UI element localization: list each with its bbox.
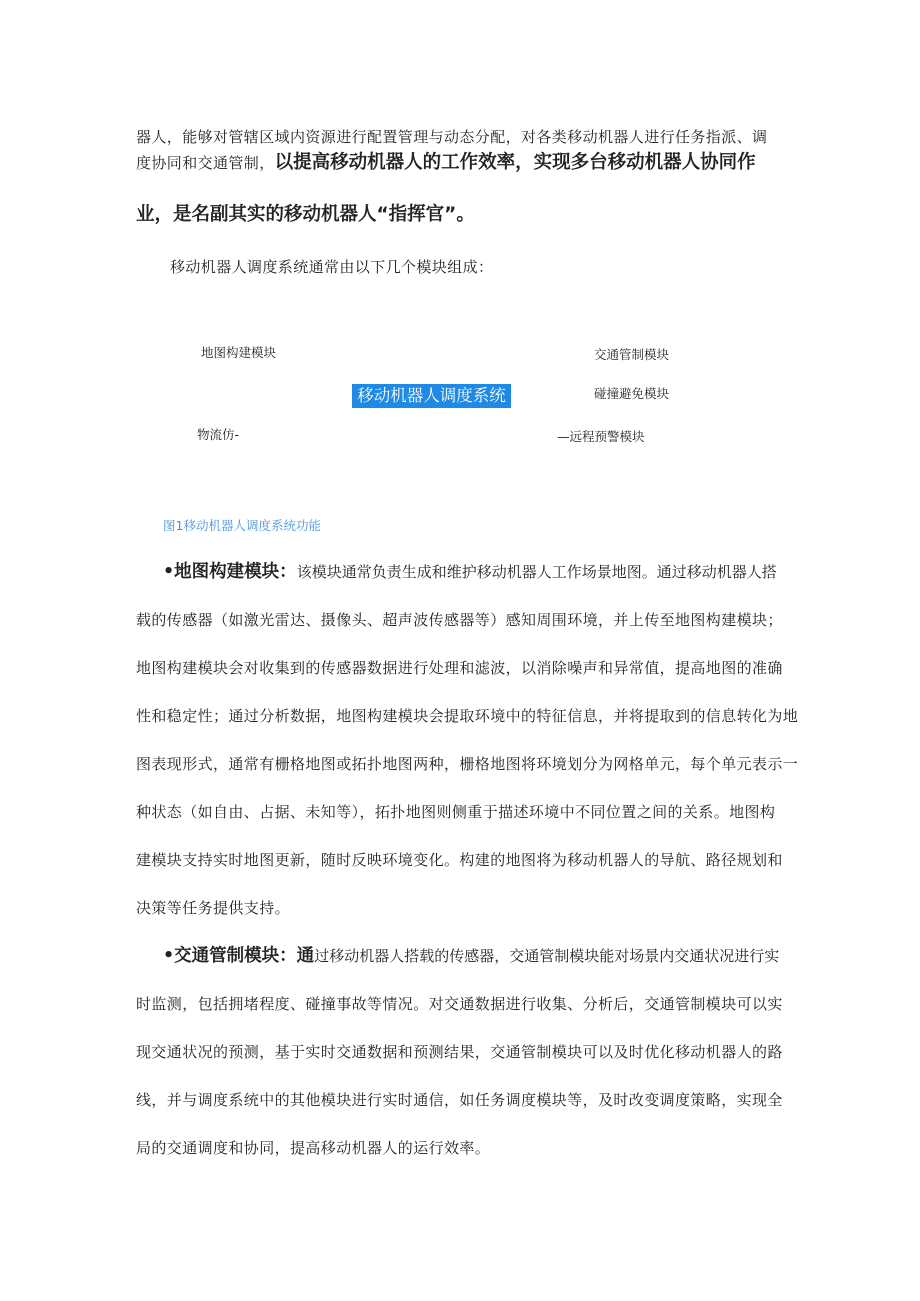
section-traffic-line-5: 局的交通调度和协同，提高移动机器人的运行效率。 bbox=[136, 1139, 491, 1157]
intro-line-4: 移动机器人调度系统通常由以下几个模块组成： bbox=[170, 258, 494, 276]
section-map-line-2: 载的传感器（如激光雷达、摄像头、超声波传感器等）感知周围环境，并上传至地图构建模块； bbox=[136, 611, 783, 629]
section-map-line-4: 性和稳定性；通过分析数据，地图构建模块会提取环境中的特征信息，并将提取到的信息转化为地 bbox=[136, 707, 799, 725]
section-map-line-5: 图表现形式，通常有栅格地图或拓扑地图两种，栅格地图将环境划分为网格单元，每个单元表示一 bbox=[136, 755, 799, 773]
diagram-remote-module: —远程预警模块 bbox=[557, 429, 645, 444]
section-traffic-line-3: 现交通状况的预测，基于实时交通数据和预测结果，交通管制模块可以及时优化移动机器人的路 bbox=[136, 1043, 783, 1061]
section-traffic-text: 过移动机器人搭载的传感器，交通管制模块能对场景内交通状况进行实 bbox=[314, 947, 780, 965]
intro-line-2 bbox=[136, 153, 756, 173]
intro-line-2-normal: 度协同和交通管制， bbox=[136, 154, 275, 172]
section-traffic-line-2: 时监测，包括拥堵程度、碰撞事故等情况。对交通数据进行收集、分析后，交通管制模块可以实 bbox=[136, 995, 783, 1013]
section-map-heading: •地图构建模块： bbox=[163, 562, 297, 582]
section-map-text: 该模块通常负责生成和维护移动机器人工作场景地图。通过移动机器人搭 bbox=[296, 563, 777, 581]
section-map-line-1 bbox=[163, 562, 777, 582]
section-traffic-heading: •交通管制模块：通 bbox=[163, 946, 315, 966]
intro-line-2-bold: 以提高移动机器人的工作效率，实现多台移动机器人协同作 bbox=[274, 152, 756, 173]
diagram-center-system: 移动机器人调度系统 bbox=[352, 384, 511, 408]
figure-caption: 图1移动机器人调度系统功能 bbox=[163, 518, 321, 533]
section-map-line-6: 种状态（如自由、占据、未知等），拓扑地图则侧重于描述环境中不同位置之间的关系。地图构 bbox=[136, 803, 776, 821]
intro-line-3: 业，是名副其实的移动机器人“指挥官”。 bbox=[136, 204, 475, 225]
section-traffic-line-4: 线，并与调度系统中的其他模块进行实时通信，如任务调度模块等，及时改变调度策略，实现全 bbox=[136, 1091, 783, 1109]
section-map-line-3: 地图构建模块会对收集到的传感器数据进行处理和滤波，以消除噪声和异常值，提高地图的准确 bbox=[136, 659, 783, 677]
diagram-logistics-module: 物流仿- bbox=[197, 427, 240, 442]
section-map-line-8: 决策等任务提供支持。 bbox=[136, 899, 291, 917]
diagram-collision-module: 碰撞避免模块 bbox=[594, 386, 670, 401]
section-traffic-line-1 bbox=[163, 946, 779, 966]
section-map-line-7: 建模块支持实时地图更新，随时反映环境变化。构建的地图将为移动机器人的导航、路径规划和 bbox=[136, 851, 783, 869]
diagram-traffic-module: 交通管制模块 bbox=[594, 347, 670, 362]
diagram-map-module: 地图构建模块 bbox=[201, 345, 277, 360]
intro-line-1: 器人，能够对管辖区域内资源进行配置管理与动态分配，对各类移动机器人进行任务指派、调 bbox=[136, 128, 768, 146]
